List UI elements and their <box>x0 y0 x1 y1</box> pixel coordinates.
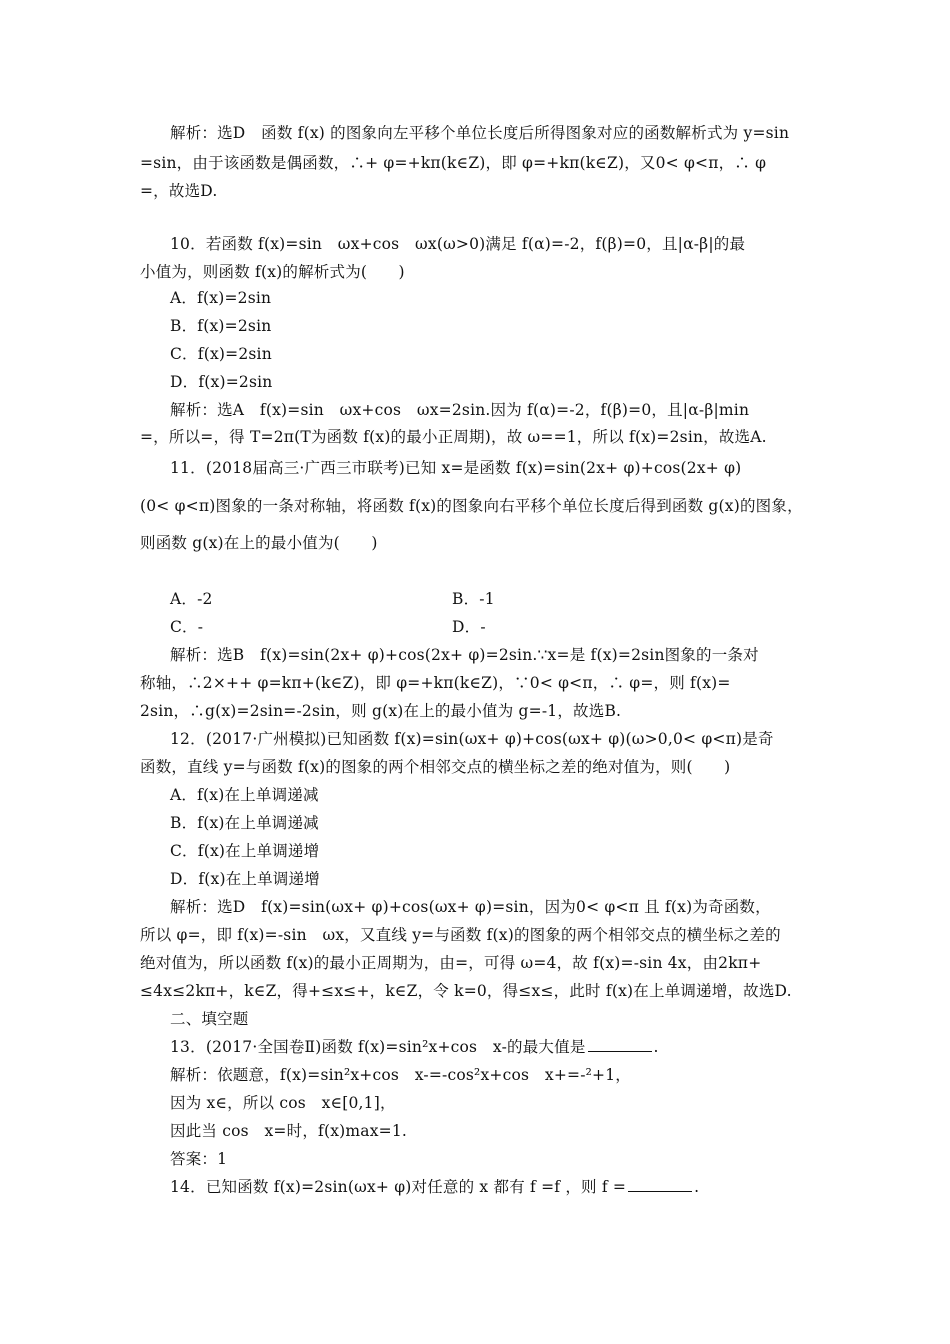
q11-analysis-line-3: 2sin，∴g(x)=2sin=-2sin，则 g(x)在上的最小值为 g=-1，故选B. <box>140 702 622 720</box>
q12-stem-line-2: 函数，直线 y=与函数 f(x)的图象的两个相邻交点的横坐标之差的绝对值为，则( ) <box>140 758 731 776</box>
q12-option-c: C．f(x)在上单调递增 <box>170 842 320 860</box>
q13-analysis-line-1: 解析：依题意，f(x)=sin²x+cos x-=-cos²x+cos x+=-²+1， <box>170 1066 631 1084</box>
q14-stem <box>170 1177 699 1197</box>
q11-option-a: A．-2 <box>170 590 213 608</box>
q9-analysis-line-2: =sin，由于该函数是偶函数，∴+ φ=+kπ(k∈Z)，即 φ=+kπ(k∈Z)，又0< φ<π，∴ φ <box>140 154 767 172</box>
q10-option-d: D．f(x)=2sin <box>170 373 273 391</box>
q11-analysis-line-2: 称轴，∴2×++ φ=kπ+(k∈Z)，即 φ=+kπ(k∈Z)，∵0< φ<π，∴ φ=，则 f(x)= <box>140 674 731 692</box>
q11-stem-line-1: 11．(2018届高三·广西三市联考)已知 x=是函数 f(x)=sin(2x+ φ)+cos(2x+ φ) <box>170 459 742 477</box>
q10-analysis-line-1: 解析：选A f(x)=sin ωx+cos ωx=2sin.因为 f(α)=-2，f(β)=0，且|α-β|min <box>170 401 750 419</box>
q13-answer-blank <box>588 1037 652 1052</box>
q13-analysis-line-2: 因为 x∈，所以 cos x∈[0,1]， <box>170 1094 396 1112</box>
q10-analysis-line-2: =，所以=，得 T=2π(T为函数 f(x)的最小正周期)，故 ω==1，所以 f(x)=2sin，故选A. <box>140 428 767 446</box>
q10-stem-line-1: 10．若函数 f(x)=sin ωx+cos ωx(ω>0)满足 f(α)=-2，f(β)=0，且|α-β|的最 <box>170 235 746 253</box>
q13-stem-text: 13．(2017·全国卷Ⅱ)函数 f(x)=sin²x+cos x-的最大值是 <box>170 1038 586 1056</box>
q12-stem-line-1: 12．(2017·广州模拟)已知函数 f(x)=sin(ωx+ φ)+cos(ωx+ φ)(ω>0,0< φ<π)是奇 <box>170 730 774 748</box>
q12-analysis-line-2: 所以 φ=，即 f(x)=-sin ωx，又直线 y=与函数 f(x)的图象的两个相邻交点的横坐标之差的 <box>140 926 781 944</box>
q9-analysis-line-3: =，故选D. <box>140 182 218 200</box>
q11-option-b: B．-1 <box>452 590 495 608</box>
q12-option-b: B．f(x)在上单调递减 <box>170 814 319 832</box>
section-heading-fill-in: 二、填空题 <box>170 1010 249 1028</box>
q12-analysis-line-3: 绝对值为，所以函数 f(x)的最小正周期为，由=，可得 ω=4，故 f(x)=-sin 4x，由2kπ+ <box>140 954 762 972</box>
q10-option-c: C．f(x)=2sin <box>170 345 272 363</box>
q12-analysis-line-1: 解析：选D f(x)=sin(ωx+ φ)+cos(ωx+ φ)=sin，因为0< φ<π 且 f(x)为奇函数， <box>170 898 771 916</box>
q14-answer-blank <box>628 1177 692 1192</box>
q11-stem-line-3: 则函数 g(x)在上的最小值为( ) <box>140 534 378 552</box>
q11-option-d: D．- <box>452 618 486 636</box>
q12-analysis-line-4: ≤4x≤2kπ+，k∈Z，得+≤x≤+，k∈Z，令 k=0，得≤x≤，此时 f(x)在上单调递增，故选D. <box>140 982 792 1000</box>
q14-stem-end: . <box>694 1178 700 1196</box>
q10-stem-line-2: 小值为，则函数 f(x)的解析式为( ) <box>140 263 405 281</box>
q14-stem-text: 14．已知函数 f(x)=2sin(ωx+ φ)对任意的 x 都有 f =f ，则 f = <box>170 1178 627 1196</box>
q11-analysis-line-1: 解析：选B f(x)=sin(2x+ φ)+cos(2x+ φ)=2sin.∵x=是 f(x)=2sin图象的一条对 <box>170 646 759 664</box>
q12-option-a: A．f(x)在上单调递减 <box>170 786 319 804</box>
q10-option-b: B．f(x)=2sin <box>170 317 272 335</box>
q13-analysis-line-3: 因此当 cos x=时，f(x)max=1. <box>170 1122 408 1140</box>
q12-option-d: D．f(x)在上单调递增 <box>170 870 320 888</box>
q13-answer: 答案：1 <box>170 1150 228 1168</box>
q11-option-c: C．- <box>170 618 204 636</box>
q11-stem-line-2: (0< φ<π)图象的一条对称轴，将函数 f(x)的图象向右平移个单位长度后得到函数 g(x)的图象， <box>140 497 803 515</box>
q13-stem-end: . <box>653 1038 659 1056</box>
q9-analysis-line-1: 解析：选D 函数 f(x) 的图象向左平移个单位长度后所得图象对应的函数解析式为 y=sin <box>170 124 790 142</box>
q10-option-a: A．f(x)=2sin <box>170 289 272 307</box>
q13-stem <box>170 1037 659 1057</box>
